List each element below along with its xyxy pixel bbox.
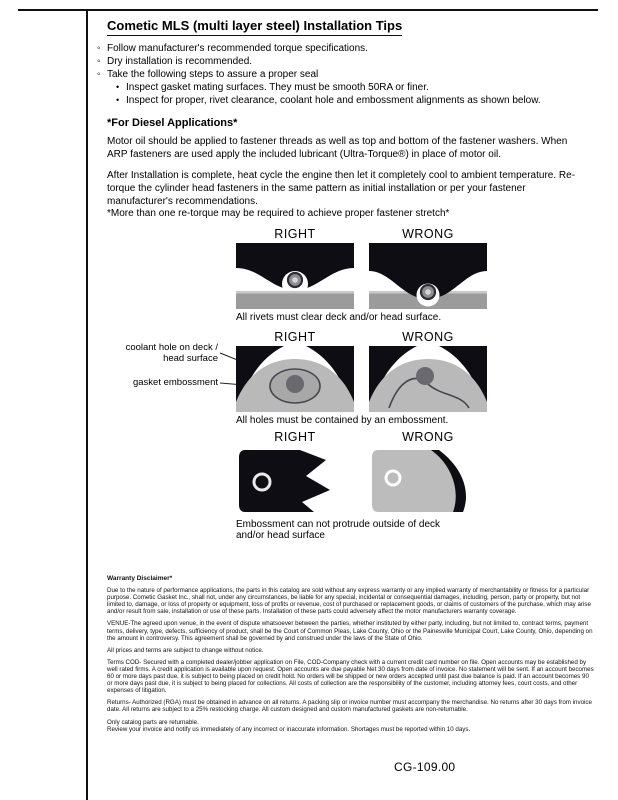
rivet-wrong-diagram (369, 243, 487, 309)
row3-caption: Embossment can not protrude outside of deck and/or head surface (236, 519, 441, 541)
page-border-left (86, 9, 88, 800)
embossment-right-diagram (236, 446, 354, 516)
sub-bullet-item (116, 94, 595, 107)
warranty-paragraph: All prices and terms are subject to change without notice. (107, 646, 264, 654)
bullet-text: Dry installation is recommended. (107, 56, 253, 67)
page-border-top (18, 9, 598, 11)
wrong-label: WRONG (402, 430, 454, 444)
callout-coolant-hole: coolant hole on deck / head surface (125, 342, 218, 364)
warranty-paragraph: Only catalog parts are returnable. (107, 718, 199, 726)
coolant-wrong-diagram (369, 346, 487, 412)
warranty-paragraph: Review your invoice and notify us immediately of any incorrect or inaccurate information. Shortages must be reported within 10 days. (107, 725, 471, 733)
page-number: CG-109.00 (394, 760, 456, 774)
wrong-label: WRONG (402, 330, 454, 344)
coolant-right-diagram (236, 346, 354, 412)
bullet-text: Follow manufacturer's recommended torque specifications. (107, 43, 368, 54)
warranty-paragraph: Returns- Authorized (RGA) must be obtained in advance on all returns. A packing slip or invoice number must accompany the merchandise. No returns after 30 days from invoice date. All returns are subject to a 25% restocking charge. All custom designed and custom manufactured gaskets are non-returnable. (107, 699, 592, 714)
callout-gasket-embossment: gasket embossment (132, 377, 218, 388)
right-label: RIGHT (274, 330, 316, 344)
wrong-label: WRONG (402, 227, 454, 241)
rivet-right-diagram (236, 243, 354, 309)
row2-caption: All holes must be contained by an embossment. (236, 415, 449, 426)
retorque-note: *More than one re-torque may be required to achieve proper fastener stretch* (107, 208, 450, 219)
warranty-paragraph: Due to the nature of performance applications, the parts in this catalog are sold without any express warranty or any implied warranty of merchantability or fitness for a particular purpose. Cometic Gasket Inc., shall not, under any circumstances, be liable for any special, incidental or consequential damages, including, person, party or property, but not limited to, damage, or loss of property or equipment, loss of profits or revenue, cost of purchased or replacement goods, or claims of customers of the purchase, which may arise and/or result from sale, installation or use of these parts. Installation of these parts could adversely affect the motor manufacturers warranty coverage. (107, 587, 591, 616)
sub-bullet-item (116, 81, 595, 94)
bullet-text: Inspect for proper, rivet clearance, coolant hole and embossment alignments as shown below. (126, 95, 541, 106)
bullet-marker (97, 55, 107, 68)
diesel-paragraph-1: Motor oil should be applied to fastener threads as well as top and bottom of the fastener washers. When ARP fasteners are used apply the included lubricant (Ultra-Torque®) in place of motor oil. (107, 136, 568, 160)
bullet-item (97, 68, 595, 81)
bullet-marker (97, 68, 107, 81)
warranty-heading: Warranty Disclaimer* (107, 575, 173, 582)
bullet-item (97, 55, 595, 68)
bullet-marker (116, 94, 126, 107)
tips-bullet-list (97, 42, 595, 107)
warranty-section (107, 575, 594, 738)
bullet-text: Inspect gasket mating surfaces. They must be smooth 50RA or finer. (126, 82, 429, 93)
page-title: Cometic MLS (multi layer steel) Installation Tips (107, 18, 402, 33)
bullet-marker (97, 42, 107, 55)
right-label: RIGHT (274, 227, 316, 241)
bullet-text: Take the following steps to assure a proper seal (107, 69, 319, 80)
row1-caption: All rivets must clear deck and/or head surface. (236, 312, 442, 323)
diesel-heading: *For Diesel Applications* (107, 117, 238, 129)
right-label: RIGHT (274, 430, 316, 444)
embossment-wrong-diagram (369, 446, 487, 516)
bullet-marker (116, 81, 126, 94)
warranty-paragraph: Terms COD- Secured with a completed dealer/jobber application on File, COD-Company check with a current credit card number on file. Open accounts may be established by well rated firms. A credit application is available upon request. Open accounts are due payable Net 30 days from date of invoice. No statement will be sent. If an account becomes 60 or more days past due, it is subject to being placed on credit hold. No orders will be shipped or new orders accepted until past due balance is paid. If an account becomes 90 or more days past due, it is subject to being placed for collections. All costs of collection are the responsibility of the customer, including attorney fees, court costs, and other expenses of litigation. (107, 658, 594, 695)
bullet-item (97, 42, 595, 55)
diesel-paragraph-2: After Installation is complete, heat cycle the engine then let it completely cool to ambient temperature. Re-torque the cylinder head fasteners in the same pattern as initial installation or per your fastener manufacturer's recommendations. (107, 170, 576, 207)
warranty-paragraph: VENUE-The agreed upon venue, in the event of dispute whatsoever between the parties, whether instituted by either party, including, but not limited to, contract terms, payment terms, delivery, type, defects, sufficiency of product, shall be the Court of Common Pleas, Lake County, Ohio or the Painesville Municipal Court, Lake County, Ohio, depending on the amount in controversy. This agreement shall be governed by and construed under the laws of the State of Ohio. (107, 620, 593, 642)
